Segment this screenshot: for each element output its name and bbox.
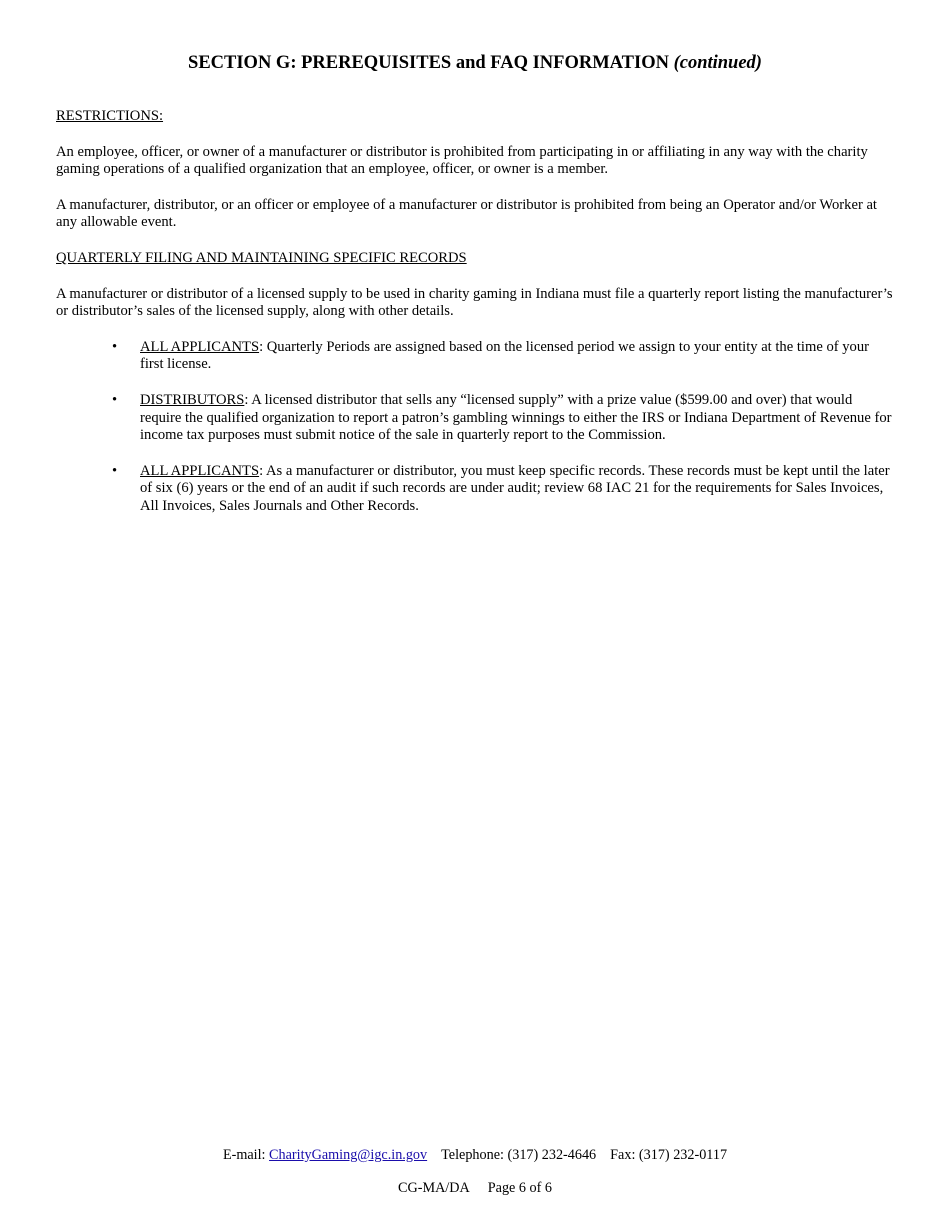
bullet-label: ALL APPLICANTS xyxy=(140,462,260,479)
quarterly-bullet-list xyxy=(56,339,894,516)
restrictions-heading: RESTRICTIONS: xyxy=(56,108,164,124)
page-title-main: SECTION G: PREREQUISITES and FAQ INFORMATION xyxy=(188,53,669,73)
telephone: Telephone: (317) 232-4646 xyxy=(441,1147,597,1163)
restrictions-paragraph-1: An employee, officer, or owner of a manufacturer or distributor is prohibited from participating in or affiliating in any way with the charity gaming operations of a qualified organization that an employee, officer, or owner is a member. xyxy=(56,143,868,178)
form-code: CG-MA/DA xyxy=(398,1180,470,1196)
bullet-icon: • xyxy=(112,462,118,479)
quarterly-intro: A manufacturer or distributor of a licensed supply to be used in charity gaming in Indiana must file a quarterly report listing the manufacturer’s or distributor’s sales of the licensed supply, along with other details. xyxy=(56,285,893,320)
bullet-text: : As a manufacturer or distributor, you must keep specific records. These records must be kept until the later of six (6) years or the end of an audit if such records are under audit; review 68 IAC 21 for the requirements for Sales Invoices, All Invoices, Sales Journals and Other Records. xyxy=(140,462,890,514)
document-body xyxy=(56,108,894,534)
fax: Fax: (317) 232-0117 xyxy=(610,1147,728,1163)
footer-page-info xyxy=(0,1179,950,1197)
bullet-text: : Quarterly Periods are assigned based on the licensed period we assign to your entity at the time of your first license. xyxy=(140,338,869,373)
bullet-icon: • xyxy=(112,338,118,355)
bullet-text: : A licensed distributor that sells any “licensed supply” with a prize value ($599.00 and over) that would require the qualified organization to report a patron’s gambling winnings to either the IRS or Indiana Department of Revenue for income tax purposes must submit notice of the sale in quarterly report to the Commission. xyxy=(140,391,892,444)
page-number: Page 6 of 6 xyxy=(487,1180,552,1196)
email-label: E-mail: xyxy=(222,1147,266,1163)
email-link[interactable]: CharityGaming@igc.in.gov xyxy=(269,1147,428,1163)
bullet-icon: • xyxy=(112,391,118,408)
bullet-label: DISTRIBUTORS xyxy=(140,391,245,408)
list-item xyxy=(56,392,894,445)
list-item xyxy=(56,463,894,516)
page-title-continued: (continued) xyxy=(673,53,762,73)
bullet-label: ALL APPLICANTS xyxy=(140,338,260,355)
list-item xyxy=(56,339,894,374)
footer-contact xyxy=(0,1146,950,1164)
page-title xyxy=(0,51,950,75)
quarterly-heading: QUARTERLY FILING AND MAINTAINING SPECIFIC RECORDS xyxy=(56,249,467,266)
restrictions-paragraph-2: A manufacturer, distributor, or an officer or employee of a manufacturer or distributor is prohibited from being an Operator and/or Worker at any allowable event. xyxy=(56,196,877,231)
